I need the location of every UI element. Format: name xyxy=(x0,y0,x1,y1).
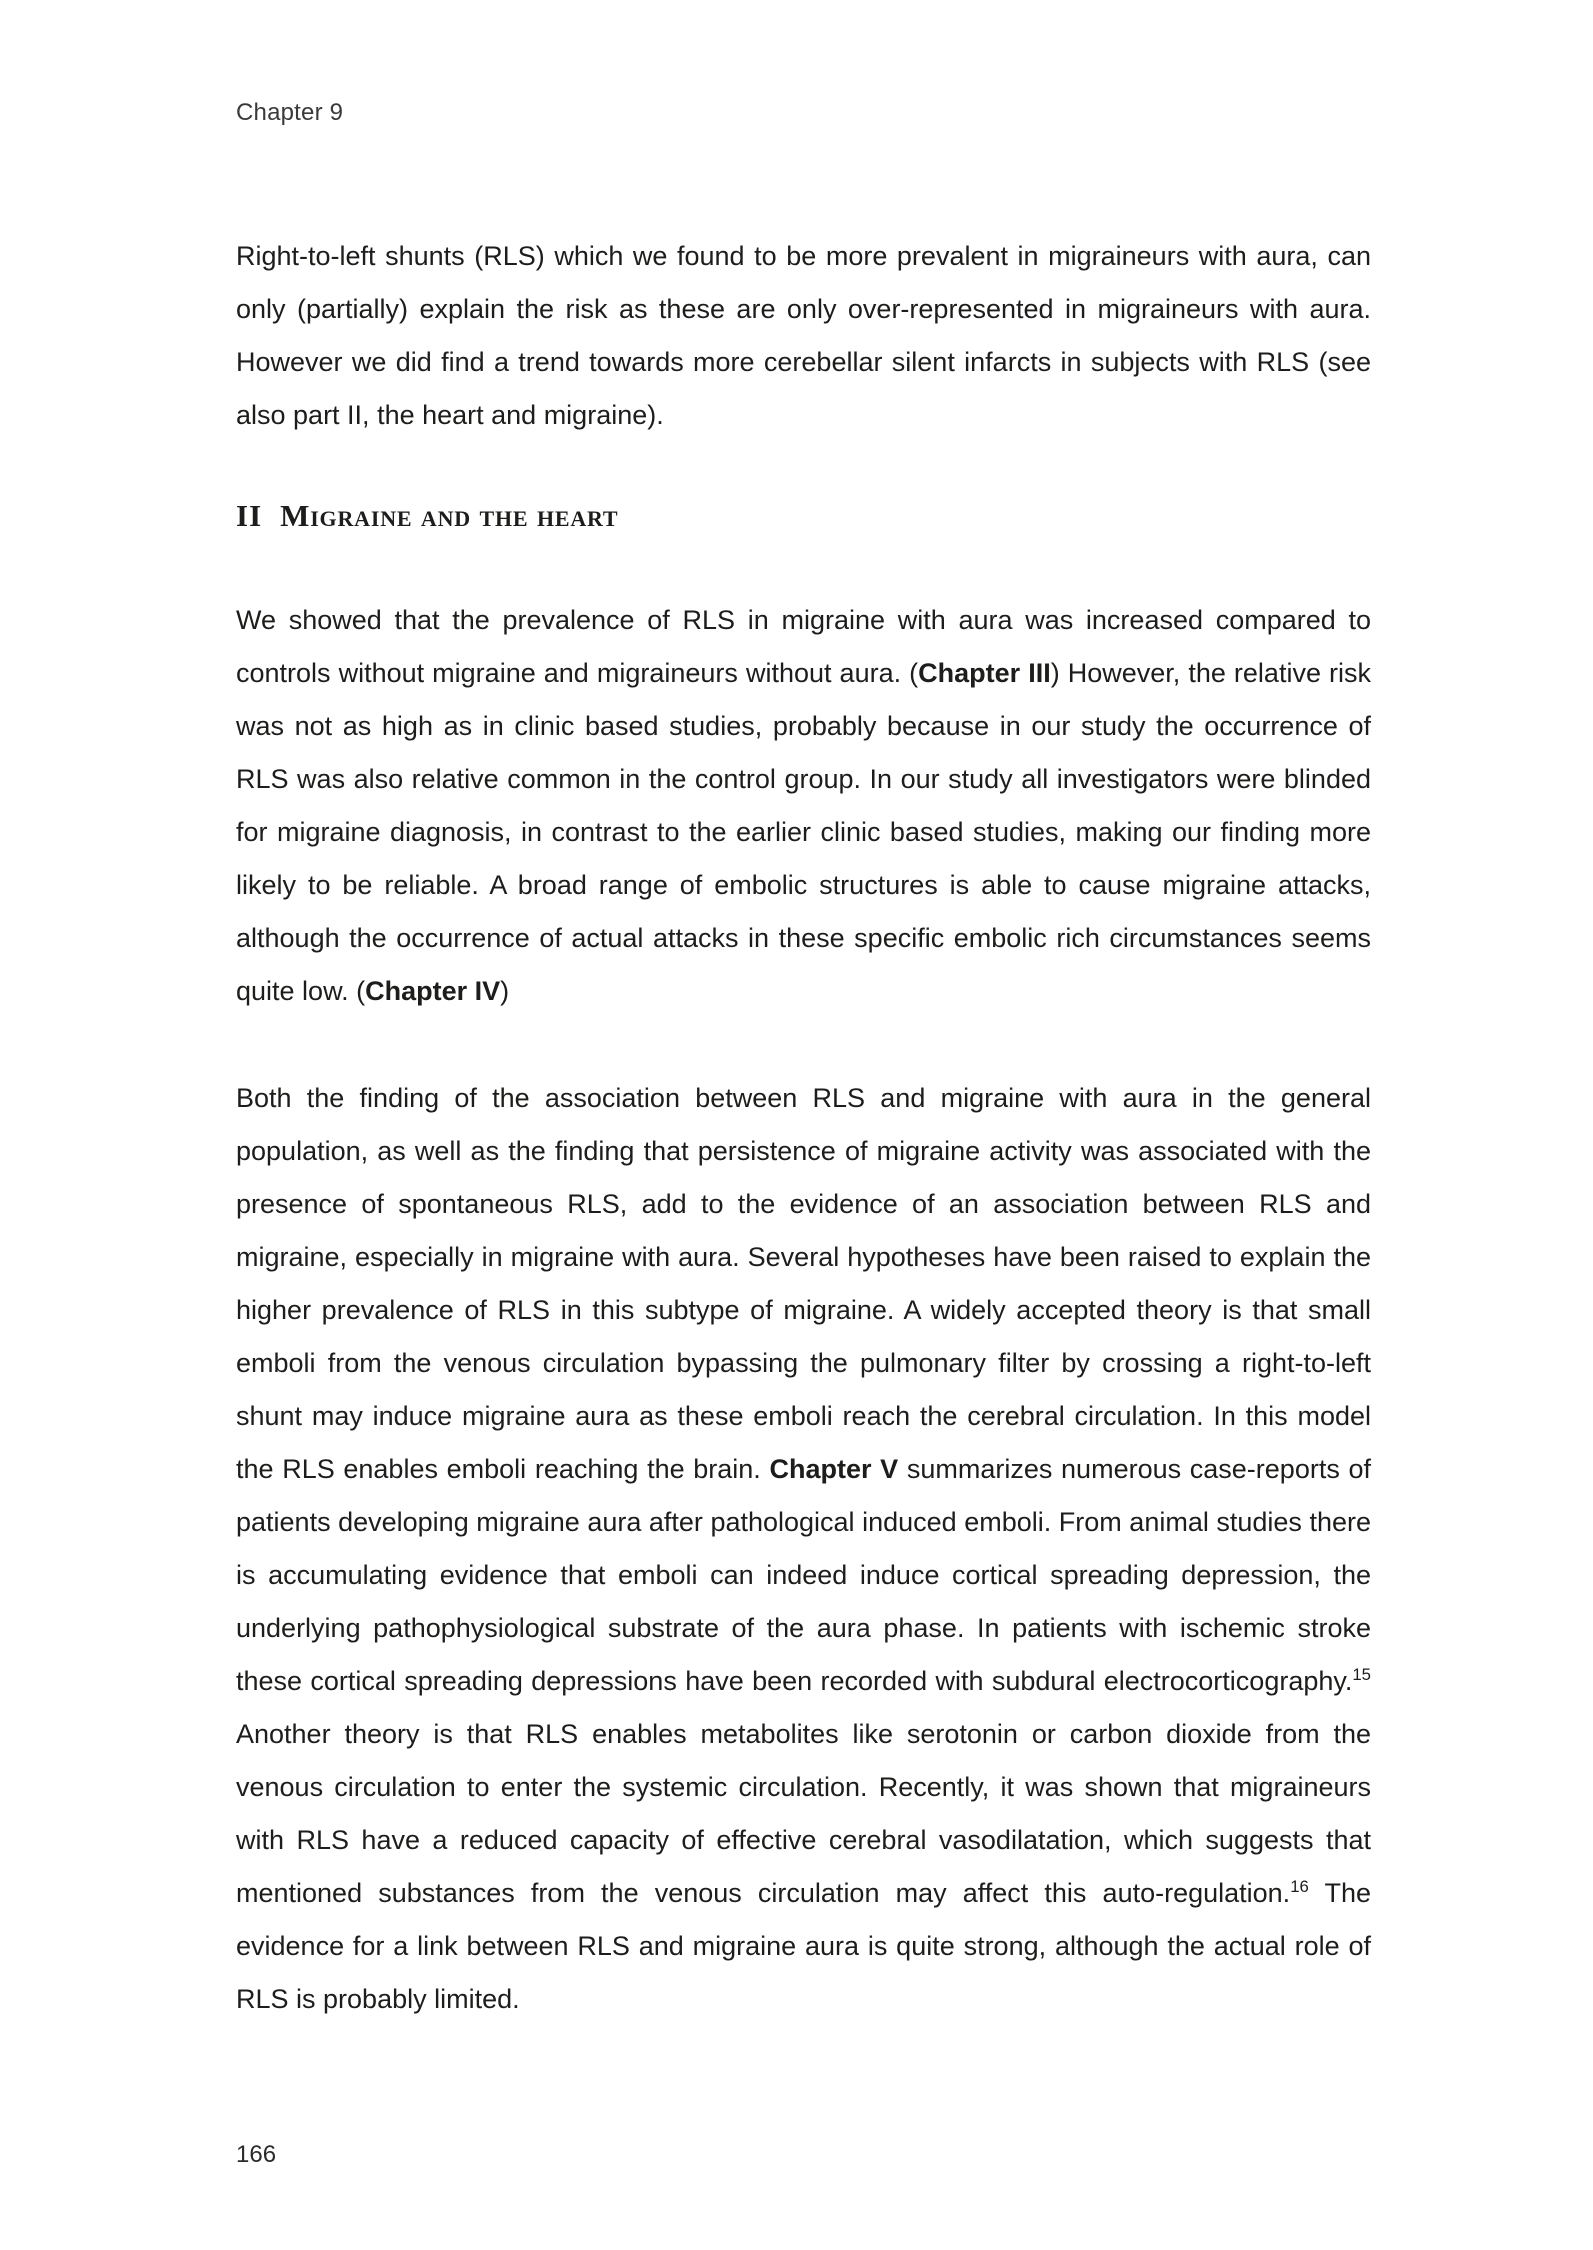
page-number: 166 xyxy=(236,2141,277,2168)
section-numeral: II xyxy=(236,498,263,533)
page-body xyxy=(236,230,1371,2080)
section-title: Migraine and the heart xyxy=(280,498,619,533)
chapter-running-header: Chapter 9 xyxy=(236,99,344,126)
section-heading xyxy=(236,496,1371,536)
paragraph-intro: Right-to-left shunts (RLS) which we found to be more prevalent in migraineurs with aura, can only (partially) explain the risk as these are only over-represented in migraineurs with aura. However we did find a trend towards more cerebellar silent infarcts in subjects with RLS (see also part II, the heart and migraine). xyxy=(236,241,1371,430)
paragraph-rls-migraine-link: Both the finding of the association between RLS and migraine with aura in the general population, as well as the finding that persistence of migraine activity was associated with the presence of spontaneous RLS, add to the evidence of an association between RLS and migraine, especially in migraine with aura. Several hypotheses have been raised to explain the higher prevalence of RLS in this subtype of migraine. A widely accepted theory is that small emboli from the venous circulation bypassing the pulmonary filter by crossing a right-to-left shunt may induce migraine aura as these emboli reach the cerebral circulation. In this model the RLS enables emboli reaching the brain. Chapter V summarizes numerous case-reports of patients developing migraine aura after pathological induced emboli. From animal studies there is accumulating evidence that emboli can indeed induce cortical spreading depression, the underlying pathophysiological substrate of the aura phase. In patients with ischemic stroke these cortical spreading depressions have been recorded with subdural electrocorticography.$^{15}$ Another theory is that RLS enables metabolites like serotonin or carbon dioxide from the venous circulation to enter the systemic circulation. Recently, it was shown that migraineurs with RLS have a reduced capacity of effective cerebral vasodilatation, which suggests that mentioned substances from the venous circulation may affect this auto-regulation.$^{16}$ The evidence for a link between RLS and migraine aura is quite strong, although the actual role of RLS is probably limited. xyxy=(236,1083,1372,2014)
paragraph-rls-prevalence: We showed that the prevalence of RLS in migraine with aura was increased compared to controls without migraine and migraineurs without aura. (Chapter III) However, the relative risk was not as high as in clinic based studies, probably because in our study the occurrence of RLS was also relative common in the control group. In our study all investigators were blinded for migraine diagnosis, in contrast to the earlier clinic based studies, making our finding more likely to be reliable. A broad range of embolic structures is able to cause migraine attacks, although the occurrence of actual attacks in these specific embolic rich circumstances seems quite low. (Chapter IV) xyxy=(236,605,1372,1006)
